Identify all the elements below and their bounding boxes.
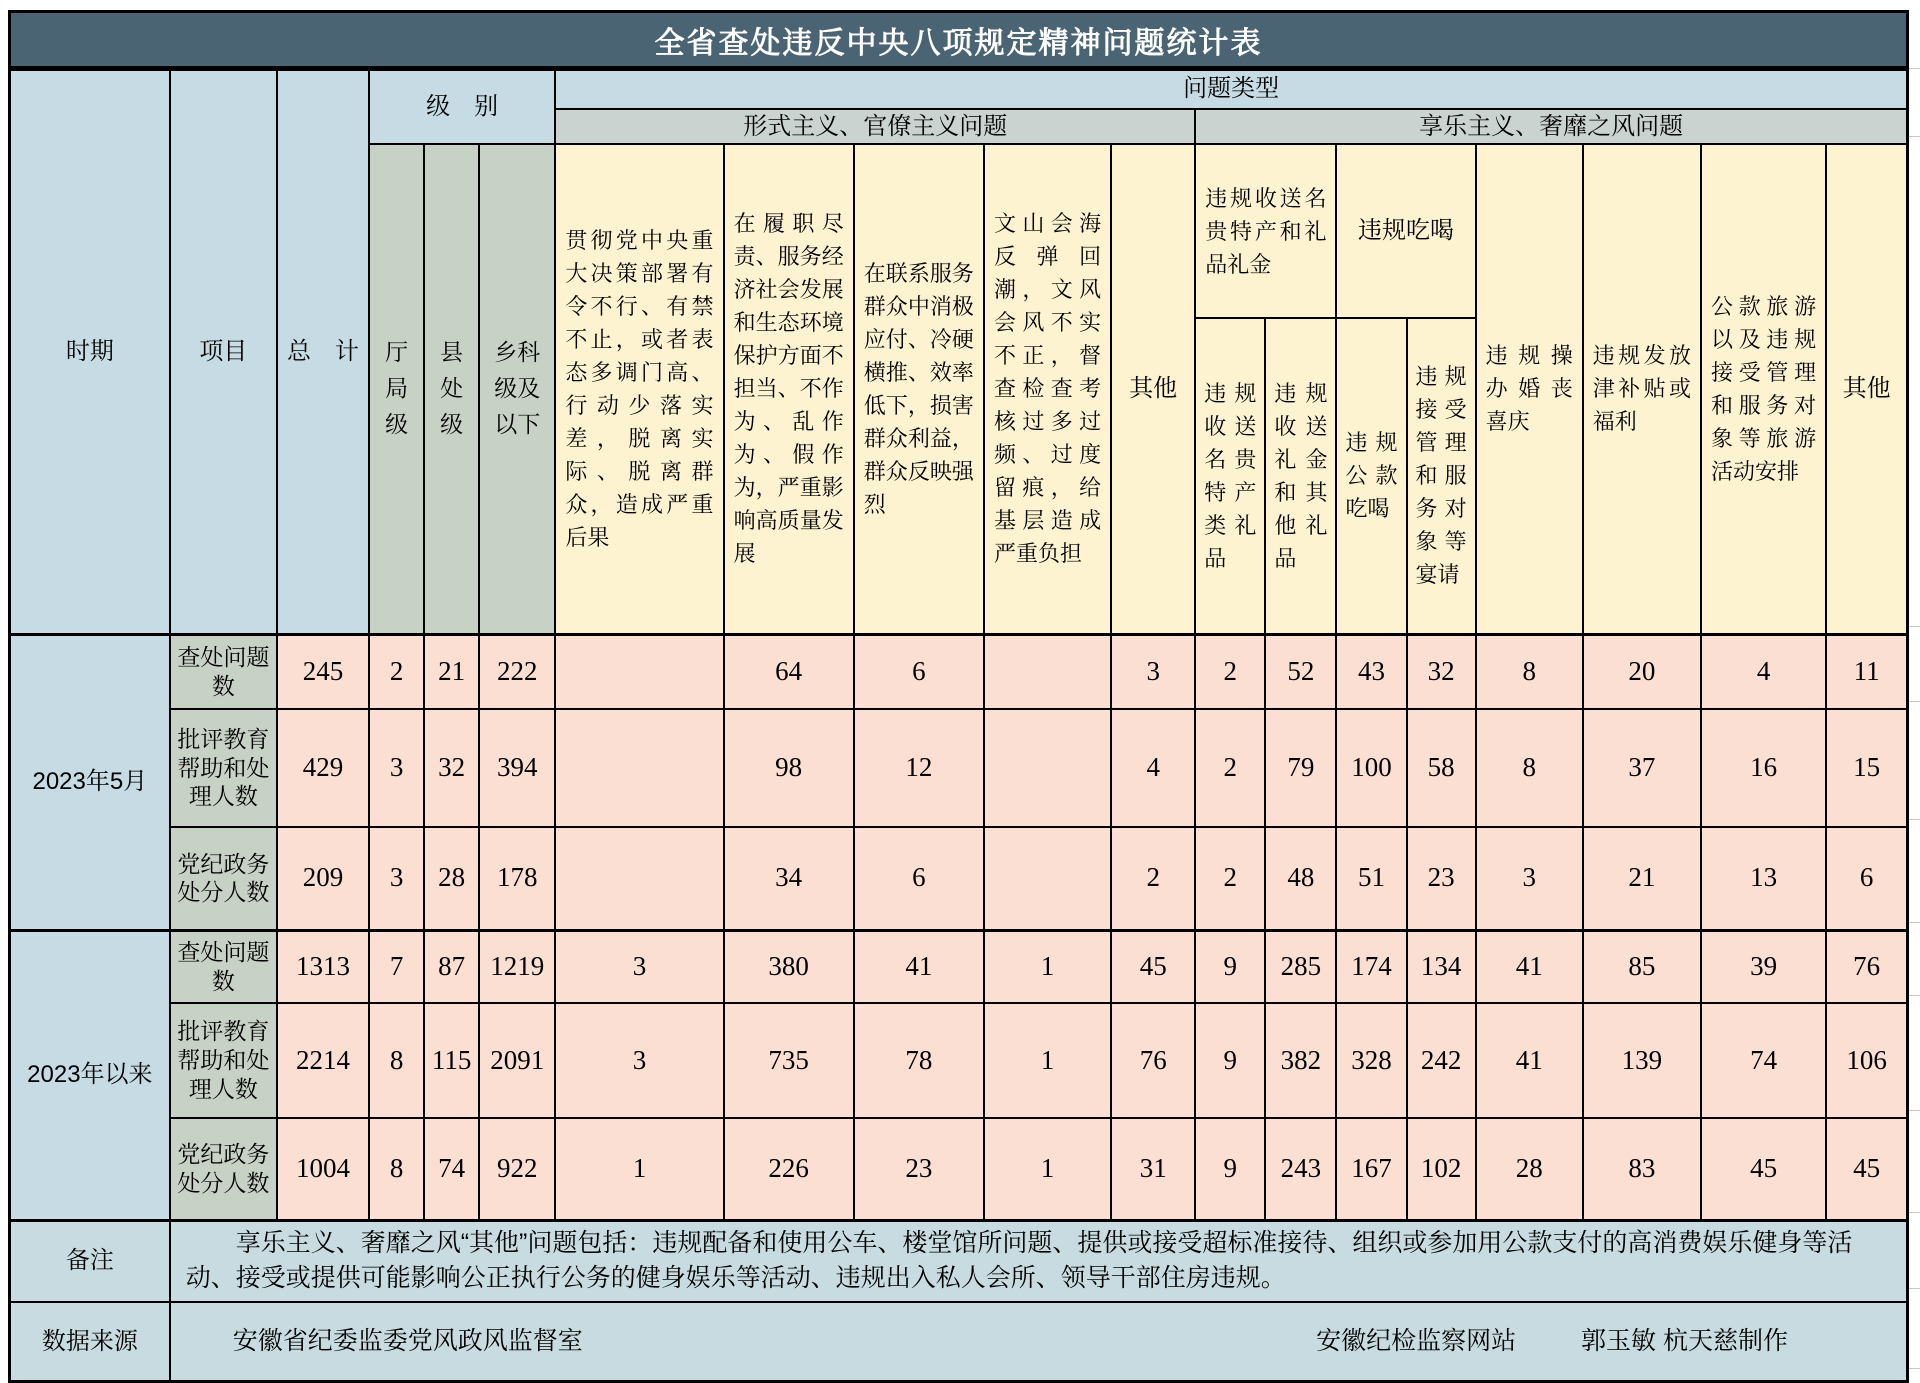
statistics-sheet	[8, 10, 1909, 1383]
header-col-weddings-funerals: 违规操办婚丧喜庆	[1476, 144, 1583, 634]
table-title: 全省查处违反中央八项规定精神问题统计表	[654, 26, 1263, 60]
data-cell: 12	[854, 709, 984, 827]
data-cell: 2	[1195, 634, 1265, 709]
margin-gridline	[1909, 1368, 1920, 1369]
data-cell: 20	[1583, 634, 1701, 709]
source-org: 安徽省纪委监委党风政风监督室	[232, 1326, 583, 1355]
data-cell: 31	[1111, 1118, 1195, 1220]
data-cell: 102	[1407, 1118, 1476, 1220]
source-content	[170, 1302, 1908, 1382]
header-level: 级 别	[369, 70, 555, 145]
data-cell: 394	[479, 709, 555, 827]
margin-gridline	[1909, 701, 1920, 702]
row-label: 批评教育帮助和处理人数	[170, 1003, 277, 1118]
data-cell: 11	[1826, 634, 1907, 709]
remark-text: 享乐主义、奢靡之风“其他”问题包括：违规配备和使用公车、楼堂馆所问题、提供或接受超标准接待、组织或参加用公款支付的高消费娱乐健身等活动、接受或提供可能影响公正执行公务的健身娱乐等活动、违规出入私人会所、领导干部住房违规。	[170, 1220, 1908, 1302]
margin-gridline	[1909, 68, 1920, 69]
margin-gridline	[1909, 819, 1920, 820]
data-cell: 52	[1265, 634, 1336, 709]
data-cell: 382	[1265, 1003, 1336, 1118]
data-cell: 1	[984, 930, 1111, 1003]
header-total: 总 计	[277, 70, 369, 635]
margin-gridline	[1909, 995, 1920, 996]
data-cell: 39	[1701, 930, 1826, 1003]
data-cell: 735	[724, 1003, 854, 1118]
data-cell: 79	[1265, 709, 1336, 827]
remark-label: 备注	[10, 1220, 170, 1302]
data-cell: 51	[1336, 827, 1406, 930]
data-cell: 64	[724, 634, 854, 709]
source-label: 数据来源	[10, 1302, 170, 1382]
data-cell: 2091	[479, 1003, 555, 1118]
header-group-dining: 违规吃喝	[1336, 144, 1475, 318]
data-cell: 134	[1407, 930, 1476, 1003]
data-cell: 3	[555, 930, 723, 1003]
data-cell: 100	[1336, 709, 1406, 827]
header-col-meetings-documents: 文山会海反弹回潮，文风会风不实不正，督查检查考核过多过频、过度留痕，给基层造成严重负担	[984, 144, 1111, 634]
data-cell: 32	[1407, 634, 1476, 709]
margin-gridline	[1909, 626, 1920, 627]
data-cell: 58	[1407, 709, 1476, 827]
row-label: 批评教育帮助和处理人数	[170, 709, 277, 827]
data-cell: 34	[724, 827, 854, 930]
margin-gridline	[1909, 1288, 1920, 1289]
data-cell: 2214	[277, 1003, 369, 1118]
data-cell: 78	[854, 1003, 984, 1118]
margin-gridline	[1909, 922, 1920, 923]
data-cell: 6	[1826, 827, 1907, 930]
header-problem-type: 问题类型	[555, 70, 1907, 109]
data-cell: 8	[369, 1118, 424, 1220]
header-col-other-hedonism: 其他	[1826, 144, 1907, 634]
data-cell: 2	[1111, 827, 1195, 930]
source-makers: 郭玉敏 杭天慈制作	[1581, 1326, 1788, 1355]
source-credits	[1258, 1324, 1788, 1359]
row-label: 党纪政务处分人数	[170, 827, 277, 930]
header-col-public-funds-dining: 违规公款吃喝	[1336, 318, 1406, 634]
header-level-township: 乡科级及以下	[479, 144, 555, 634]
data-cell: 28	[424, 827, 479, 930]
data-cell: 45	[1111, 930, 1195, 1003]
header-level-county: 县处级	[424, 144, 479, 634]
table-title-bar	[8, 10, 1909, 68]
data-cell: 209	[277, 827, 369, 930]
header-col-duty-performance: 在履职尽责、服务经济社会发展和生态环境保护方面不担当、不作为、乱作为、假作为，严重影响高质量发展	[724, 144, 854, 634]
data-cell	[555, 634, 723, 709]
header-col-allowances: 违规发放津补贴或福利	[1583, 144, 1701, 634]
data-cell: 76	[1826, 930, 1907, 1003]
data-cell: 6	[854, 827, 984, 930]
data-cell: 922	[479, 1118, 555, 1220]
data-cell: 76	[1111, 1003, 1195, 1118]
data-cell: 13	[1701, 827, 1826, 930]
header-col-public-travel: 公款旅游以及违规接受管理和服务对象等旅游活动安排	[1701, 144, 1826, 634]
data-cell: 28	[1476, 1118, 1583, 1220]
data-cell: 8	[1476, 709, 1583, 827]
data-cell	[984, 709, 1111, 827]
data-cell: 328	[1336, 1003, 1406, 1118]
data-cell: 242	[1407, 1003, 1476, 1118]
data-cell: 15	[1826, 709, 1907, 827]
data-cell: 45	[1826, 1118, 1907, 1220]
data-cell: 8	[1476, 634, 1583, 709]
data-cell: 4	[1111, 709, 1195, 827]
data-cell: 174	[1336, 930, 1406, 1003]
data-cell: 37	[1583, 709, 1701, 827]
header-formalism-group: 形式主义、官僚主义问题	[555, 109, 1195, 145]
data-cell: 32	[424, 709, 479, 827]
data-cell: 245	[277, 634, 369, 709]
period-cell: 2023年5月	[10, 634, 170, 930]
data-cell	[984, 634, 1111, 709]
data-cell: 1313	[277, 930, 369, 1003]
header-level-department: 厅局级	[369, 144, 424, 634]
data-cell: 87	[424, 930, 479, 1003]
data-cell: 3	[369, 709, 424, 827]
header-group-gifts: 违规收送名贵特产和礼品礼金	[1195, 144, 1336, 318]
data-cell: 85	[1583, 930, 1701, 1003]
source-site: 安徽纪检监察网站	[1316, 1326, 1517, 1355]
header-col-implementation: 贯彻党中央重大决策部署有令不行、有禁不止，或者表态多调门高、行动少落实差，脱离实际、脱离群众，造成严重后果	[555, 144, 723, 634]
margin-gridline	[1909, 1110, 1920, 1111]
data-cell: 9	[1195, 1118, 1265, 1220]
data-cell: 83	[1583, 1118, 1701, 1220]
data-cell: 1	[555, 1118, 723, 1220]
data-cell: 1	[984, 1118, 1111, 1220]
data-cell: 48	[1265, 827, 1336, 930]
data-cell: 380	[724, 930, 854, 1003]
data-cell: 21	[1583, 827, 1701, 930]
data-cell: 3	[1111, 634, 1195, 709]
data-cell: 9	[1195, 930, 1265, 1003]
data-cell: 41	[1476, 1003, 1583, 1118]
header-col-banquet-invitations: 违规接受管理和服务对象等宴请	[1407, 318, 1476, 634]
data-cell: 285	[1265, 930, 1336, 1003]
data-cell: 45	[1701, 1118, 1826, 1220]
data-cell: 1	[984, 1003, 1111, 1118]
data-cell: 222	[479, 634, 555, 709]
margin-gridline	[1909, 136, 1920, 137]
data-cell: 1004	[277, 1118, 369, 1220]
data-cell: 3	[369, 827, 424, 930]
data-cell: 2	[1195, 827, 1265, 930]
data-cell: 3	[555, 1003, 723, 1118]
data-cell: 43	[1336, 634, 1406, 709]
data-cell: 41	[854, 930, 984, 1003]
data-cell: 2	[1195, 709, 1265, 827]
data-cell	[984, 827, 1111, 930]
data-cell: 9	[1195, 1003, 1265, 1118]
data-cell: 106	[1826, 1003, 1907, 1118]
data-cell: 3	[1476, 827, 1583, 930]
data-cell: 7	[369, 930, 424, 1003]
header-col-mass-service: 在联系服务群众中消极应付、冷硬横推、效率低下，损害群众利益，群众反映强烈	[854, 144, 984, 634]
row-label: 党纪政务处分人数	[170, 1118, 277, 1220]
header-col-specialty-gifts: 违规收送名贵特产类礼品	[1195, 318, 1265, 634]
data-cell: 2	[369, 634, 424, 709]
data-cell	[555, 827, 723, 930]
data-cell: 115	[424, 1003, 479, 1118]
data-cell: 226	[724, 1118, 854, 1220]
row-label: 查处问题数	[170, 930, 277, 1003]
data-cell: 21	[424, 634, 479, 709]
data-cell: 6	[854, 634, 984, 709]
data-cell: 16	[1701, 709, 1826, 827]
data-cell: 8	[369, 1003, 424, 1118]
header-hedonism-group: 享乐主义、奢靡之风问题	[1195, 109, 1907, 145]
data-cell: 4	[1701, 634, 1826, 709]
header-col-cash-gifts: 违规收送礼金和其他礼品	[1265, 318, 1336, 634]
data-cell	[555, 709, 723, 827]
data-cell: 74	[1701, 1003, 1826, 1118]
data-cell: 23	[854, 1118, 984, 1220]
data-cell: 98	[724, 709, 854, 827]
data-cell: 429	[277, 709, 369, 827]
statistics-table	[8, 68, 1909, 1383]
data-cell: 41	[1476, 930, 1583, 1003]
header-col-other-formalism: 其他	[1111, 144, 1195, 634]
header-period: 时期	[10, 70, 170, 635]
row-label: 查处问题数	[170, 634, 277, 709]
data-cell: 243	[1265, 1118, 1336, 1220]
margin-gridline	[1909, 1212, 1920, 1213]
data-cell: 178	[479, 827, 555, 930]
data-cell: 74	[424, 1118, 479, 1220]
data-cell: 139	[1583, 1003, 1701, 1118]
header-item: 项目	[170, 70, 277, 635]
data-cell: 1219	[479, 930, 555, 1003]
period-cell: 2023年以来	[10, 930, 170, 1220]
data-cell: 23	[1407, 827, 1476, 930]
data-cell: 167	[1336, 1118, 1406, 1220]
